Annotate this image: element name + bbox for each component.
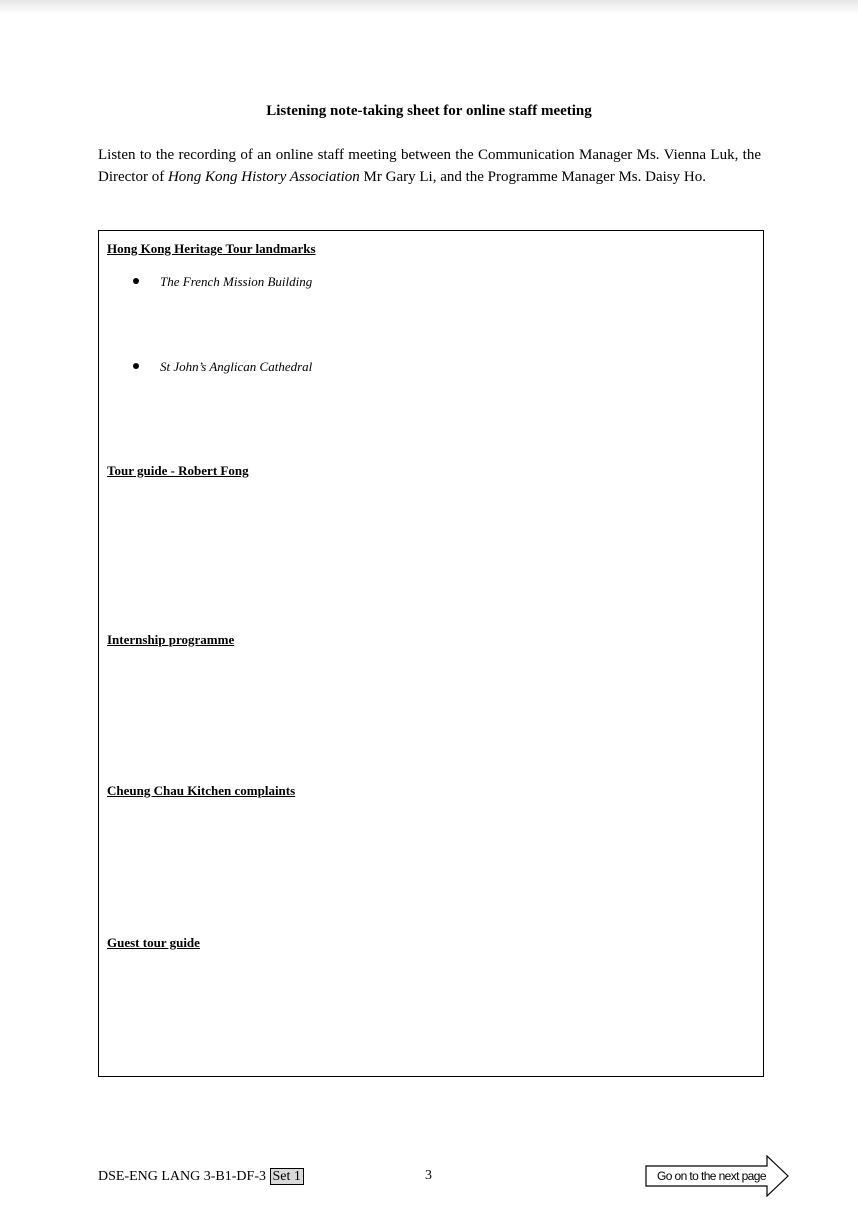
next-page-label: Go on to the next page <box>657 1169 766 1183</box>
landmarks-heading: Hong Kong Heritage Tour landmarks <box>107 241 316 256</box>
organization-name: Hong Kong History Association <box>167 168 360 185</box>
set-badge: Set 1 <box>270 1168 304 1185</box>
paper-code <box>98 1168 304 1185</box>
intro-text-start: Listen to the recording of an online staff meeting between the Communication Manager Ms. Vienna Luk, the Director of <box>98 147 761 185</box>
tour-guide-heading: Tour guide - Robert Fong <box>107 463 249 478</box>
page-number: 3 <box>425 1168 432 1183</box>
intro-paragraph <box>98 145 761 188</box>
landmark-item <box>133 359 312 375</box>
guest-guide-heading: Guest tour guide <box>107 935 200 950</box>
intro-text-end: Mr Gary Li, and the Programme Manager Ms. Daisy Ho. <box>359 168 706 185</box>
sheet-title: Listening note-taking sheet for online staff meeting <box>266 103 592 119</box>
landmark-name: St John’s Anglican Cathedral <box>160 359 313 374</box>
note-taking-box <box>98 230 764 1077</box>
next-page-button[interactable] <box>645 1155 790 1197</box>
bullet-icon <box>133 278 139 284</box>
internship-heading: Internship programme <box>107 632 235 647</box>
paper-code-text: DSE-ENG LANG 3-B1-DF-3 <box>98 1169 266 1184</box>
landmark-name: The French Mission Building <box>160 274 313 289</box>
bullet-icon <box>133 363 139 369</box>
landmark-item <box>133 274 312 290</box>
page-top-shadow <box>0 0 858 14</box>
complaints-heading: Cheung Chau Kitchen complaints <box>107 783 296 798</box>
